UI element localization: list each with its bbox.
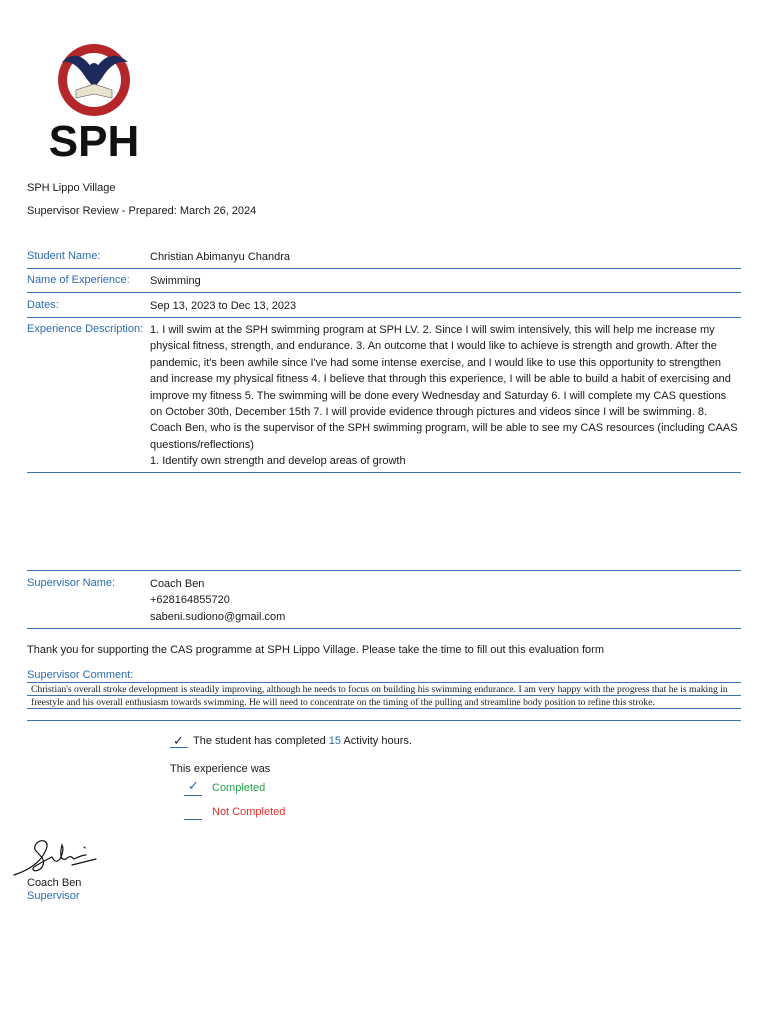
divider <box>27 292 741 293</box>
signatory-name: Coach Ben <box>27 877 82 889</box>
supervisor-comment-label: Supervisor Comment: <box>27 669 134 681</box>
student-name-label: Student Name: <box>27 250 101 262</box>
hours-statement <box>193 735 412 747</box>
supervisor-contact <box>150 576 742 625</box>
dates-label: Dates: <box>27 299 59 311</box>
school-logo <box>42 38 146 164</box>
hours-value: 15 <box>328 735 342 747</box>
not-completed-option[interactable]: Not Completed <box>212 806 286 818</box>
divider <box>27 695 741 696</box>
experience-name-label: Name of Experience: <box>27 274 130 286</box>
experience-status-prompt: This experience was <box>170 763 271 775</box>
description-line: 1. Identify own strength and develop areas of growth <box>150 455 406 468</box>
description-line: improve my fitness 5. The swimming will be done every Wednesday and Saturday 6. I will complete my CAS questions <box>150 389 727 402</box>
divider <box>27 708 741 709</box>
divider <box>27 720 741 721</box>
not-completed-checkbox-line[interactable] <box>184 819 202 820</box>
signatory-role: Supervisor <box>27 890 80 902</box>
hours-check-icon: ✓ <box>173 733 184 748</box>
student-name-value: Christian Abimanyu Chandra <box>150 251 291 263</box>
completed-check-icon: ✓ <box>188 778 199 793</box>
logo-wordmark: SPH <box>48 117 140 164</box>
experience-name-value: Swimming <box>150 275 201 287</box>
completed-checkbox-line[interactable] <box>184 795 202 796</box>
school-name: SPH Lippo Village <box>27 182 116 194</box>
supervisor-comment <box>31 683 739 709</box>
supervisor-email: sabeni.sudiono@gmail.com <box>150 610 286 623</box>
description-line: Coach Ben, who is the supervisor of the SPH swimming program, will be able to see my CAS resources (including CAAS <box>150 422 738 435</box>
comment-line: freestyle and his overall enthusiasm towards swimming. He will need to concentrate on the timing of the pulling and streamline body position to refine this stroke. <box>31 697 655 708</box>
hours-suffix: Activity hours. <box>343 735 412 747</box>
comment-line: Christian's overall stroke development is steadily improving, although he needs to focus on building his swimming endurance. I am very happy with the progress that he is making in <box>31 684 728 695</box>
divider <box>27 628 741 629</box>
description-line: and increase my physical fitness 4. I believe that through this experience, I will be able to build a habit of exercising and <box>150 373 731 386</box>
completed-option[interactable]: Completed <box>212 782 266 794</box>
hours-checkbox-line[interactable] <box>170 747 188 748</box>
divider <box>27 317 741 318</box>
description-line: physical fitness, strength, and endurance. 3. An outcome that I would like to achieve is strength and growth. After the <box>150 340 717 353</box>
experience-description <box>150 322 742 470</box>
divider <box>27 570 741 571</box>
experience-description-label: Experience Description: <box>27 323 144 335</box>
supervisor-name-label: Supervisor Name: <box>27 577 116 589</box>
description-line: pandemic, it's been awhile since I've had some intense exercise, and I would like to use this opportunity to strengthen <box>150 356 722 369</box>
divider <box>27 268 741 269</box>
supervisor-signature <box>12 835 98 879</box>
supervisor-name: Coach Ben <box>150 578 205 590</box>
supervisor-phone: +628164855720 <box>150 594 230 607</box>
prepared-date: Supervisor Review - Prepared: March 26, 2024 <box>27 205 257 217</box>
thank-you-note: Thank you for supporting the CAS programme at SPH Lippo Village. Please take the time to fill out this evaluation form <box>27 644 604 656</box>
hours-prefix: The student has completed <box>193 735 326 747</box>
description-line: on October 30th, December 15th 7. I will provide evidence through pictures and videos since I will be swimming. 8. <box>150 406 708 419</box>
divider <box>27 472 741 473</box>
description-line: 1. I will swim at the SPH swimming program at SPH LV. 2. Since I will swim intensively, this will help me increase my <box>150 324 715 336</box>
description-line: questions/reflections) <box>150 438 254 451</box>
dates-value: Sep 13, 2023 to Dec 13, 2023 <box>150 300 297 312</box>
